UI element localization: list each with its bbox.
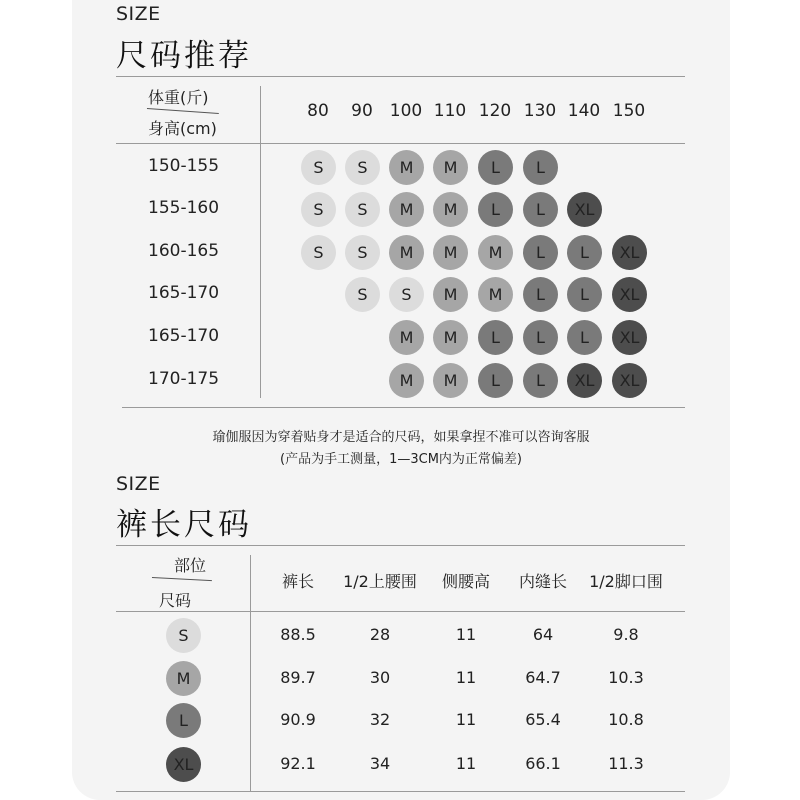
size-badge: S xyxy=(301,235,336,270)
size-badge: M xyxy=(389,363,424,398)
height-row-label: 170-175 xyxy=(148,369,220,389)
pants-measurement: 10.3 xyxy=(608,668,644,687)
weight-header: 110 xyxy=(433,101,467,121)
pants-header-bottom-line xyxy=(116,611,685,612)
size-badge: XL xyxy=(612,235,647,270)
size-badge: L xyxy=(478,363,513,398)
size-badge: S xyxy=(345,192,380,227)
size-badge: M xyxy=(478,235,513,270)
pants-column-header: 1/2脚口围 xyxy=(589,572,663,591)
height-row-label: 165-170 xyxy=(148,283,220,303)
size-badge: M xyxy=(389,192,424,227)
size-badge: XL xyxy=(612,363,647,398)
size-badge: L xyxy=(567,235,602,270)
size-badge: L xyxy=(523,320,558,355)
pants-top-divider xyxy=(116,545,685,546)
height-row-label: 150-155 xyxy=(148,156,220,176)
size-badge: M xyxy=(389,235,424,270)
pants-measurement: 64 xyxy=(532,625,554,644)
pants-measurement: 88.5 xyxy=(280,625,316,644)
size-badge: XL xyxy=(612,277,647,312)
header-weight: 体重(斤) xyxy=(148,88,209,107)
size-badge: M xyxy=(433,235,468,270)
header-size: 尺码 xyxy=(159,591,192,610)
pants-measurement: 28 xyxy=(369,625,391,644)
pants-bottom-divider xyxy=(116,791,685,792)
pants-measurement: 11 xyxy=(455,625,477,644)
size-badge: L xyxy=(478,192,513,227)
size-badge: M xyxy=(433,320,468,355)
pants-measurement: 10.8 xyxy=(608,710,644,729)
pants-column-header: 侧腰高 xyxy=(441,572,490,591)
pants-size-badge: S xyxy=(166,618,201,653)
pants-measurement: 89.7 xyxy=(280,668,316,687)
pants-measurement: 32 xyxy=(369,710,391,729)
height-row-label: 165-170 xyxy=(148,326,220,346)
size-badge: XL xyxy=(612,320,647,355)
size-badge: L xyxy=(567,320,602,355)
size-badge: M xyxy=(433,150,468,185)
note-line-1: 瑜伽服因为穿着贴身才是适合的尺码，如果拿捏不准可以咨询客服 xyxy=(212,430,590,445)
pants-column-header: 内缝长 xyxy=(518,572,567,591)
pants-size-badge: M xyxy=(166,661,201,696)
pants-measurement: 11 xyxy=(455,754,477,773)
size-badge: L xyxy=(523,277,558,312)
size-badge: S xyxy=(345,150,380,185)
size-badge: L xyxy=(478,150,513,185)
pants-measurement: 90.9 xyxy=(280,710,316,729)
size-badge: M xyxy=(389,150,424,185)
size-badge: M xyxy=(389,320,424,355)
tops-header-divider xyxy=(260,86,261,398)
tops-bottom-divider xyxy=(122,407,685,408)
weight-header: 140 xyxy=(567,101,601,121)
size-badge: S xyxy=(345,235,380,270)
pants-measurement: 92.1 xyxy=(280,754,316,773)
pants-column-header: 裤长 xyxy=(281,572,314,591)
pants-measurement: 11 xyxy=(455,710,477,729)
tops-top-divider xyxy=(116,76,685,77)
weight-header: 100 xyxy=(389,101,423,121)
weight-header: 150 xyxy=(612,101,646,121)
weight-header: 120 xyxy=(478,101,512,121)
size-badge: S xyxy=(301,150,336,185)
size-badge: L xyxy=(523,235,558,270)
pants-measurement: 9.8 xyxy=(613,625,639,644)
size-badge: L xyxy=(523,192,558,227)
note-line-2: (产品为手工测量，1—3CM内为正常偏差) xyxy=(280,452,522,467)
pants-column-header: 1/2上腰围 xyxy=(343,572,417,591)
size-badge: M xyxy=(433,277,468,312)
size-label-tops: SIZE xyxy=(116,3,161,25)
size-badge: L xyxy=(478,320,513,355)
weight-header: 80 xyxy=(307,101,329,121)
size-badge: L xyxy=(567,277,602,312)
size-badge: XL xyxy=(567,363,602,398)
header-height: 身高(cm) xyxy=(148,119,217,138)
pants-title: 裤长尺码 xyxy=(116,507,252,543)
size-badge: S xyxy=(301,192,336,227)
size-badge: XL xyxy=(567,192,602,227)
size-badge: M xyxy=(433,192,468,227)
size-badge: M xyxy=(433,363,468,398)
size-badge: L xyxy=(523,363,558,398)
pants-measurement: 30 xyxy=(369,668,391,687)
tops-title: 尺码推荐 xyxy=(116,38,252,74)
size-label-pants: SIZE xyxy=(116,473,161,495)
size-badge: L xyxy=(523,150,558,185)
pants-measurement: 34 xyxy=(369,754,391,773)
pants-size-badge: L xyxy=(166,703,201,738)
size-badge: S xyxy=(389,277,424,312)
weight-header: 90 xyxy=(351,101,373,121)
pants-measurement: 65.4 xyxy=(525,710,561,729)
tops-header-bottom-line xyxy=(116,143,685,144)
pants-measurement: 64.7 xyxy=(525,668,561,687)
height-row-label: 160-165 xyxy=(148,241,220,261)
pants-size-badge: XL xyxy=(166,747,201,782)
height-row-label: 155-160 xyxy=(148,198,220,218)
pants-measurement: 11.3 xyxy=(608,754,644,773)
header-part: 部位 xyxy=(174,556,207,575)
size-badge: M xyxy=(478,277,513,312)
pants-measurement: 66.1 xyxy=(525,754,561,773)
pants-measurement: 11 xyxy=(455,668,477,687)
size-badge: S xyxy=(345,277,380,312)
weight-header: 130 xyxy=(523,101,557,121)
